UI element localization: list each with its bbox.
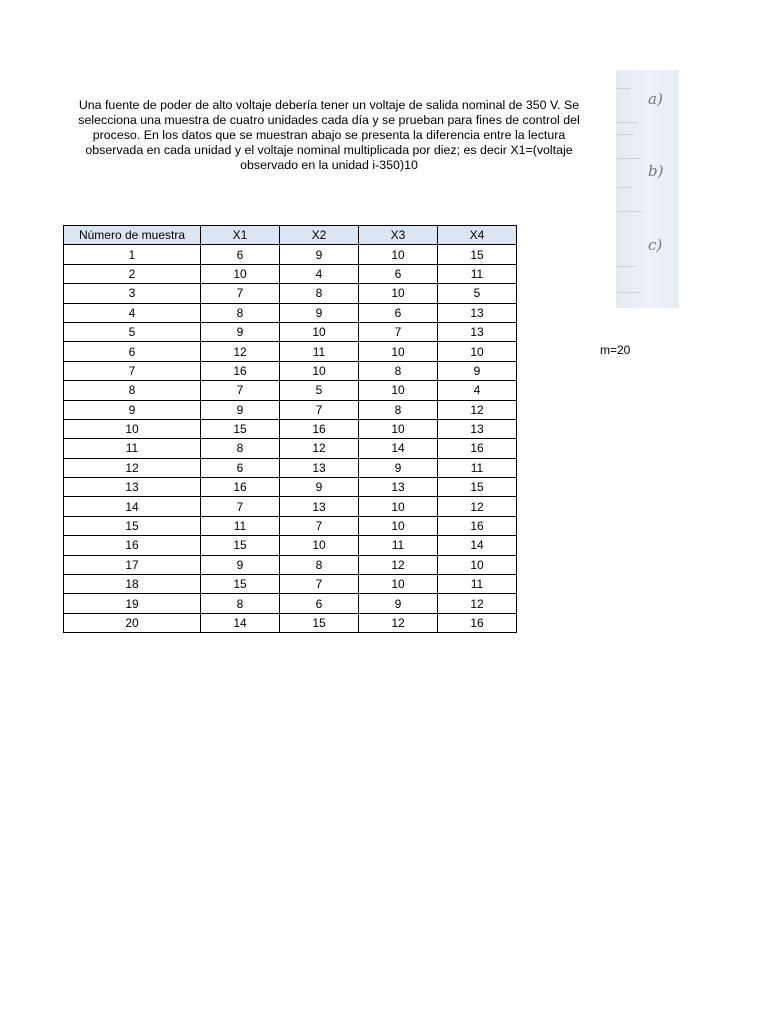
x2-cell: 10 xyxy=(280,536,359,555)
table-row xyxy=(64,458,517,477)
table-row xyxy=(64,361,517,380)
table-row xyxy=(64,419,517,438)
x4-cell: 12 xyxy=(438,594,517,613)
x3-cell: 6 xyxy=(359,303,438,322)
x1-cell: 9 xyxy=(201,400,280,419)
x3-cell: 10 xyxy=(359,575,438,594)
sample-number-cell: 9 xyxy=(64,400,201,419)
sample-number-cell: 18 xyxy=(64,575,201,594)
table-row xyxy=(64,342,517,361)
x1-cell: 8 xyxy=(201,594,280,613)
table-row xyxy=(64,400,517,419)
voltage-data-table xyxy=(63,225,517,633)
x4-cell: 14 xyxy=(438,536,517,555)
header-x2: X2 xyxy=(280,226,359,245)
x2-cell: 13 xyxy=(280,458,359,477)
header-x1: X1 xyxy=(201,226,280,245)
x2-cell: 13 xyxy=(280,497,359,516)
subgroup-count-note: m=20 xyxy=(600,343,631,357)
x2-cell: 15 xyxy=(280,613,359,632)
scanned-page-fragment xyxy=(616,70,679,308)
x1-cell: 11 xyxy=(201,516,280,535)
table-row xyxy=(64,303,517,322)
x1-cell: 7 xyxy=(201,284,280,303)
sample-number-cell: 4 xyxy=(64,303,201,322)
scan-item-c: c) xyxy=(648,236,663,254)
x4-cell: 4 xyxy=(438,381,517,400)
x2-cell: 12 xyxy=(280,439,359,458)
x1-cell: 12 xyxy=(201,342,280,361)
x3-cell: 10 xyxy=(359,497,438,516)
x1-cell: 7 xyxy=(201,381,280,400)
sample-number-cell: 6 xyxy=(64,342,201,361)
x3-cell: 8 xyxy=(359,400,438,419)
x4-cell: 13 xyxy=(438,419,517,438)
sample-number-cell: 7 xyxy=(64,361,201,380)
x1-cell: 6 xyxy=(201,245,280,264)
intro-paragraph: Una fuente de poder de alto voltaje debería tener un voltaje de salida nominal de 350 V. Se selecciona una muestra de cuatro unidades cada día y se prueban para fines de control del proceso. En los datos que se muestran abajo se presenta la diferencia entre la lectura observada en cada unidad y el voltaje nominal multiplicada por diez; es decir X1=(voltaje observado en la unidad i-350)10 xyxy=(78,98,580,172)
x2-cell: 8 xyxy=(280,555,359,574)
x4-cell: 16 xyxy=(438,439,517,458)
table-row xyxy=(64,594,517,613)
x3-cell: 7 xyxy=(359,322,438,341)
header-x3: X3 xyxy=(359,226,438,245)
x1-cell: 15 xyxy=(201,536,280,555)
sample-number-cell: 10 xyxy=(64,419,201,438)
sample-number-cell: 3 xyxy=(64,284,201,303)
x1-cell: 6 xyxy=(201,458,280,477)
table-header-row xyxy=(64,226,517,245)
x1-cell: 7 xyxy=(201,497,280,516)
sample-number-cell: 19 xyxy=(64,594,201,613)
header-sample-number: Número de muestra xyxy=(64,226,201,245)
x4-cell: 10 xyxy=(438,342,517,361)
table-row xyxy=(64,284,517,303)
x2-cell: 9 xyxy=(280,303,359,322)
sample-number-cell: 12 xyxy=(64,458,201,477)
x2-cell: 10 xyxy=(280,322,359,341)
x3-cell: 10 xyxy=(359,381,438,400)
x1-cell: 16 xyxy=(201,478,280,497)
x4-cell: 15 xyxy=(438,478,517,497)
x3-cell: 6 xyxy=(359,264,438,283)
x1-cell: 9 xyxy=(201,555,280,574)
x3-cell: 12 xyxy=(359,555,438,574)
x2-cell: 7 xyxy=(280,400,359,419)
x2-cell: 4 xyxy=(280,264,359,283)
x2-cell: 6 xyxy=(280,594,359,613)
sample-number-cell: 5 xyxy=(64,322,201,341)
table-body xyxy=(64,245,517,633)
x3-cell: 10 xyxy=(359,342,438,361)
x4-cell: 5 xyxy=(438,284,517,303)
scan-item-a: a) xyxy=(648,90,663,108)
x3-cell: 12 xyxy=(359,613,438,632)
x4-cell: 12 xyxy=(438,400,517,419)
scan-item-b: b) xyxy=(648,162,664,180)
x2-cell: 16 xyxy=(280,419,359,438)
x4-cell: 9 xyxy=(438,361,517,380)
x3-cell: 10 xyxy=(359,419,438,438)
table-row xyxy=(64,478,517,497)
sample-number-cell: 17 xyxy=(64,555,201,574)
x1-cell: 16 xyxy=(201,361,280,380)
table-row xyxy=(64,555,517,574)
x2-cell: 10 xyxy=(280,361,359,380)
x1-cell: 8 xyxy=(201,303,280,322)
sample-number-cell: 8 xyxy=(64,381,201,400)
x4-cell: 13 xyxy=(438,303,517,322)
x2-cell: 9 xyxy=(280,245,359,264)
x3-cell: 10 xyxy=(359,245,438,264)
x4-cell: 11 xyxy=(438,264,517,283)
table-row xyxy=(64,613,517,632)
x3-cell: 9 xyxy=(359,594,438,613)
sample-number-cell: 20 xyxy=(64,613,201,632)
x3-cell: 14 xyxy=(359,439,438,458)
x4-cell: 11 xyxy=(438,458,517,477)
table-row xyxy=(64,245,517,264)
x4-cell: 11 xyxy=(438,575,517,594)
sample-number-cell: 16 xyxy=(64,536,201,555)
x1-cell: 15 xyxy=(201,575,280,594)
table-row xyxy=(64,439,517,458)
x2-cell: 9 xyxy=(280,478,359,497)
sample-number-cell: 14 xyxy=(64,497,201,516)
x2-cell: 11 xyxy=(280,342,359,361)
x1-cell: 15 xyxy=(201,419,280,438)
x1-cell: 8 xyxy=(201,439,280,458)
sample-number-cell: 11 xyxy=(64,439,201,458)
table-row xyxy=(64,381,517,400)
x1-cell: 10 xyxy=(201,264,280,283)
x4-cell: 16 xyxy=(438,516,517,535)
x4-cell: 16 xyxy=(438,613,517,632)
x1-cell: 14 xyxy=(201,613,280,632)
sample-number-cell: 1 xyxy=(64,245,201,264)
table-row xyxy=(64,516,517,535)
x2-cell: 8 xyxy=(280,284,359,303)
x4-cell: 10 xyxy=(438,555,517,574)
x2-cell: 7 xyxy=(280,516,359,535)
x1-cell: 9 xyxy=(201,322,280,341)
x3-cell: 13 xyxy=(359,478,438,497)
sample-number-cell: 2 xyxy=(64,264,201,283)
sample-number-cell: 13 xyxy=(64,478,201,497)
table-row xyxy=(64,497,517,516)
x3-cell: 11 xyxy=(359,536,438,555)
x2-cell: 7 xyxy=(280,575,359,594)
x3-cell: 10 xyxy=(359,284,438,303)
x4-cell: 15 xyxy=(438,245,517,264)
header-x4: X4 xyxy=(438,226,517,245)
x3-cell: 10 xyxy=(359,516,438,535)
table-row xyxy=(64,264,517,283)
x2-cell: 5 xyxy=(280,381,359,400)
table-row xyxy=(64,322,517,341)
x3-cell: 8 xyxy=(359,361,438,380)
x3-cell: 9 xyxy=(359,458,438,477)
table-row xyxy=(64,575,517,594)
x4-cell: 13 xyxy=(438,322,517,341)
x4-cell: 12 xyxy=(438,497,517,516)
table-row xyxy=(64,536,517,555)
sample-number-cell: 15 xyxy=(64,516,201,535)
